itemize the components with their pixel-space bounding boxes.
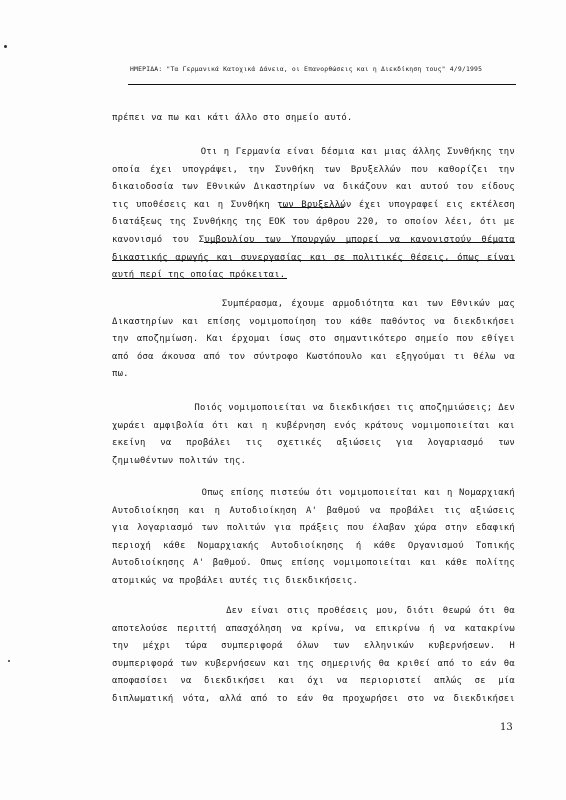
handwritten-underline xyxy=(204,242,515,243)
paragraph-line: για λογαριασμό των πολιτών για πράξεις που έλαβαν χώρα στην εδαφική xyxy=(112,523,515,534)
paragraph-line: οποία έχει υπογράψει, την Συνθήκη των Βρυξελλών που καθορίζει την xyxy=(112,164,515,175)
paragraph-line: δικαστικής αρωγής και συνεργασίας και σε πολιτικές θέσεις, όπως είναι xyxy=(112,252,515,263)
paragraph-line: κανονισμό του Συμβουλίου των Υπουργών μπορεί να κανονιστούν θέματα xyxy=(112,234,515,245)
handwritten-underline xyxy=(112,278,287,279)
paragraph-line: πρέπει να πω και κάτι άλλο στο σημείο αυτό. xyxy=(112,113,353,123)
paragraph-line: ατομικώς να προβάλει αυτές τις διεκδικήσεις. xyxy=(112,575,359,586)
paragraph-6 xyxy=(112,603,515,709)
paragraph-line: Δεν είναι στις προθέσεις μου, διότι θεωρώ ότι θα xyxy=(112,606,515,616)
paragraph-line: Ποιός νομιμοποιείται να διεκδικήσει τις αποζημιώσεις; Δεν xyxy=(112,403,515,413)
paragraph-1 xyxy=(112,110,515,128)
paragraph-line: διατάξεως της Συνθήκης της ΕΟΚ του άρθρου 220, το οποίον λέει, ότι με xyxy=(112,217,515,228)
paragraph-line: Αυτοδιοίκηση και η Αυτοδιοίκηση Α' βαθμού να προβάλει τις αξιώσεις xyxy=(112,505,515,516)
paragraph-line: εκείνη να προβάλει τις σχετικές αξιώσεις για λογαριασμό των xyxy=(112,438,515,449)
paragraph-line: περιοχή κάθε Νομαρχιακής Αυτοδιοίκησης ή κάθε Οργανισμού Τοπικής xyxy=(112,540,515,551)
paragraph-4 xyxy=(112,400,515,470)
paragraph-line: διπλωματική νότα, αλλά από το εάν θα προχωρήσει στο να διεκδικήσει xyxy=(112,693,515,704)
paragraph-line: Αυτοδιοίκησης Α' βαθμού. Οπως επίσης νομιμοποιείται και κάθε πολίτης xyxy=(112,558,515,569)
handwritten-underline xyxy=(280,207,344,208)
paragraph-line: χωράει αμφιβολία ότι και η κυβέρνηση ενός κράτους νομιμοποιείται και xyxy=(112,420,515,431)
paragraph-line: την μέχρι τώρα συμπεριφορά όλων των ελληνικών κυβερνήσεων. Η xyxy=(112,641,515,652)
paragraph-5 xyxy=(112,485,515,591)
paragraph-line: αποφασίσει να διεκδικήσει και όχι να περιοριστεί απλώς σε μία xyxy=(112,676,515,687)
header-rule xyxy=(128,84,516,85)
paragraph-line: αυτή περί της οποίας πρόκειται. xyxy=(112,270,286,281)
paragraph-line: Συμπέρασμα, έχουμε αρμοδιότητα και των Εθνικών μας xyxy=(112,299,515,309)
page-number: 13 xyxy=(500,722,513,733)
paragraph-line: δικαιοδοσία των Εθνικών Δικαστηρίων να δικάζουν και αυτού του είδους xyxy=(112,182,515,193)
paragraph-line: από όσα άκουσα από τον σύντροφο Κωστόπουλο και εξηγούμαι τι θέλω να xyxy=(112,351,515,362)
paragraph-line: πω. xyxy=(112,369,129,380)
page-header: ΗΜΕΡΙΔΑ: "Τα Γερμανικά Κατοχικά Δάνεια, οι Επανορθώσεις και η Διεκδίκηση τους" 4/9/1995 xyxy=(130,65,483,73)
scan-speck xyxy=(4,45,7,48)
paragraph-line: ζημιωθέντων πολιτών της. xyxy=(112,455,247,466)
paragraph-2 xyxy=(112,144,515,285)
paragraph-line: αποτελούσε περιττή απασχόληση να κρίνω, να επικρίνω ή να κατακρίνω xyxy=(112,623,515,634)
scan-speck xyxy=(8,660,10,662)
paragraph-line: Δικαστηρίων και επίσης νομιμοποίηση του κάθε παθόντος να διεκδικήσει xyxy=(112,316,515,327)
paragraph-line: την αποζημίωση. Και έρχομαι ίσως στο σημαντικότερο σημείο που εθίγει xyxy=(112,334,515,345)
paragraph-3 xyxy=(112,296,515,384)
paragraph-line: συμπεριφορά των κυβερνήσεων και της σημερινής θα κριθεί από το εάν θα xyxy=(112,658,515,669)
paragraph-line: Οπως επίσης πιστεύω ότι νομιμοποιείται και η Νομαρχιακή xyxy=(112,488,515,498)
paragraph-line: Οτι η Γερμανία είναι δέσμια και μιας άλλης Συνθήκης την xyxy=(112,147,515,157)
paragraph-line: τις υποθέσεις και η Συνθήκη των Βρυξελλών έχει υπογραφεί εις εκτέλεση xyxy=(112,199,515,210)
handwritten-underline xyxy=(112,260,515,261)
